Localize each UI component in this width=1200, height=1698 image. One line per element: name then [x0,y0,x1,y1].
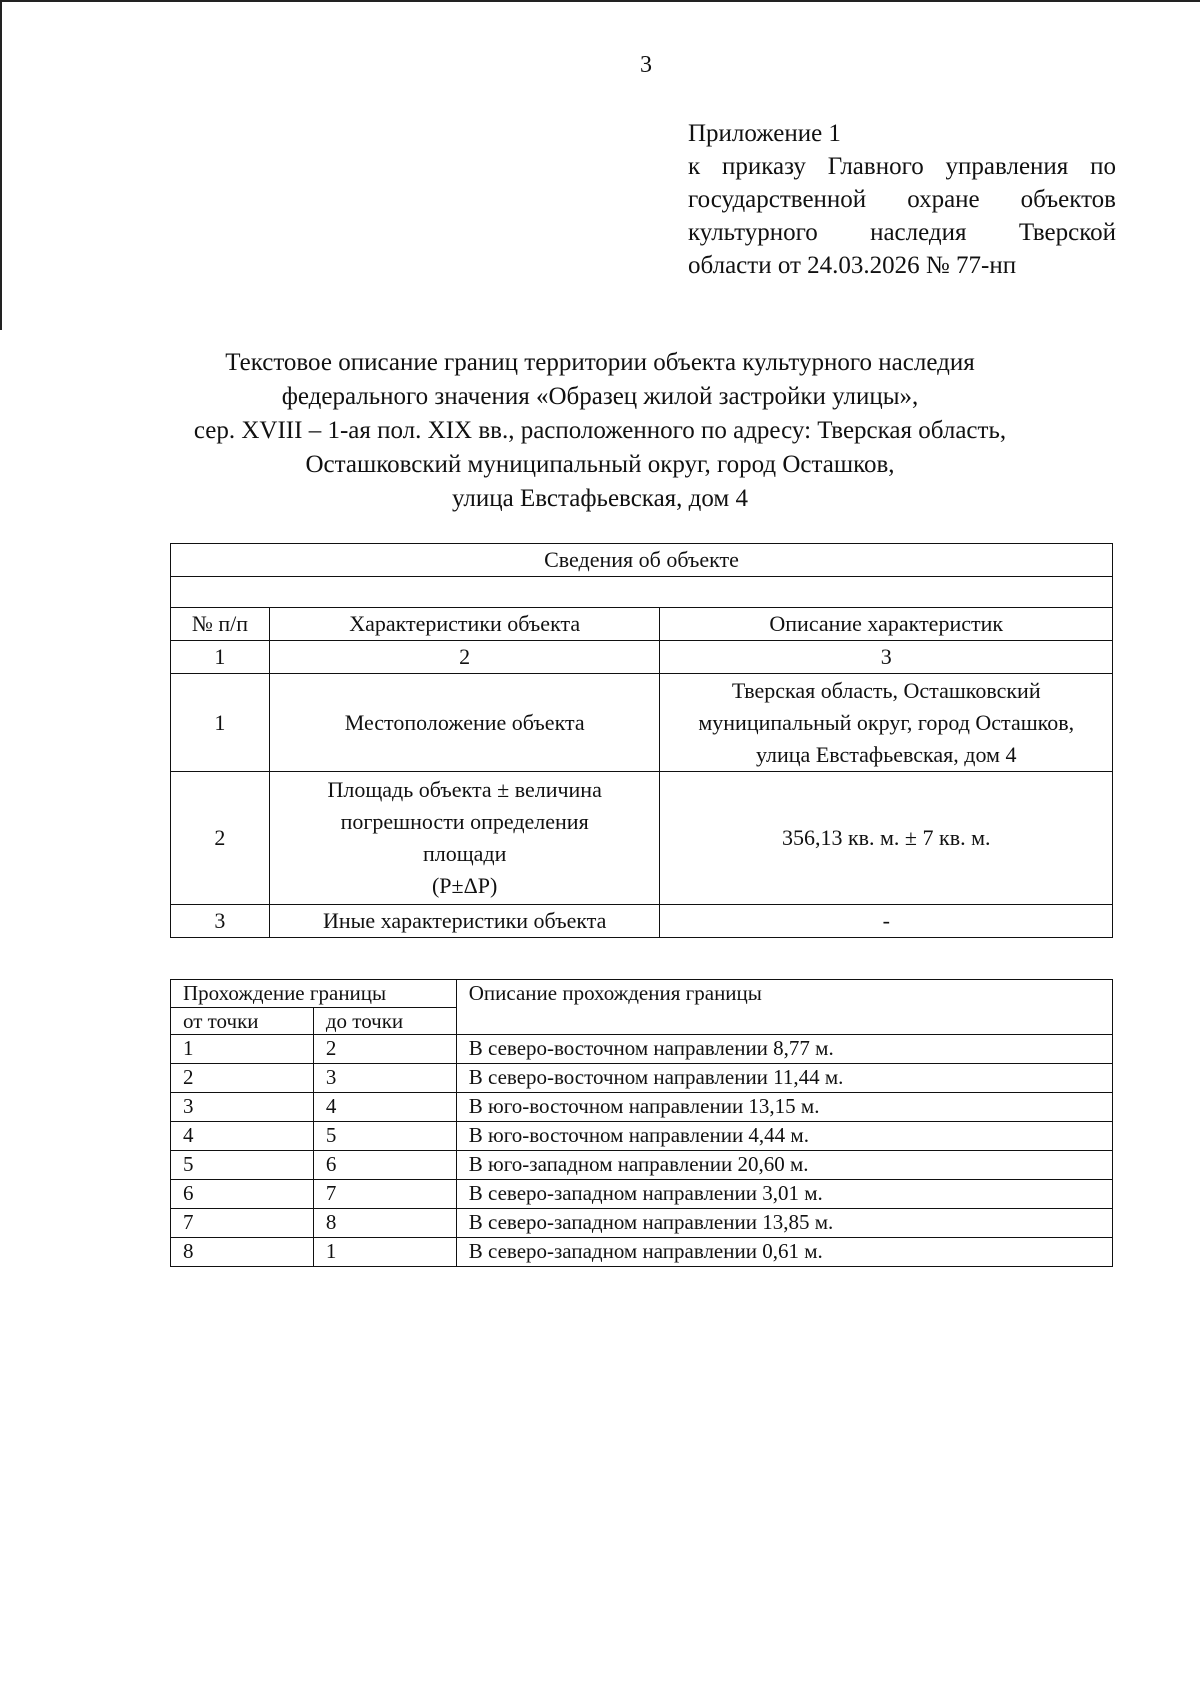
boundary-description: В юго-восточном направлении 13,15 м. [456,1093,1112,1122]
cell-line: улица Евстафьевская, дом 4 [756,741,1017,767]
boundary-header-passage: Прохождение границы [171,980,457,1008]
boundary-to: 8 [313,1209,456,1238]
boundary-description: В юго-западном направлении 20,60 м. [456,1151,1112,1180]
appendix-line: Приложение 1 [688,120,841,147]
table-row [171,1151,1113,1180]
info-row-num: 2 [171,772,270,905]
boundary-description: В северо-восточном направлении 8,77 м. [456,1035,1112,1064]
info-col-number: 2 [269,641,660,674]
info-row-characteristic [269,772,660,905]
boundary-from: 3 [171,1093,314,1122]
info-row-characteristic [269,905,660,938]
boundary-description: В северо-восточном направлении 11,44 м. [456,1064,1112,1093]
boundary-from: 4 [171,1122,314,1151]
boundary-to: 7 [313,1180,456,1209]
boundary-to: 5 [313,1122,456,1151]
boundary-description: В северо-западном направлении 0,61 м. [456,1238,1112,1267]
boundary-from: 5 [171,1151,314,1180]
boundary-from: 2 [171,1064,314,1093]
info-header-characteristic: Характеристики объекта [269,608,660,641]
scan-edge-left [0,0,2,330]
table-row [171,1035,1113,1064]
table-row [171,1064,1113,1093]
info-row-description [660,674,1113,772]
table-row [171,1122,1113,1151]
boundary-table [170,979,1113,1267]
boundary-header-description: Описание прохождения границы [456,980,1112,1035]
table-row [171,1180,1113,1209]
info-header-description: Описание характеристик [660,608,1113,641]
info-table-caption: Сведения об объекте [171,544,1113,577]
title-line: сер. XVIII – 1-ая пол. XIX вв., расположенного по адресу: Тверская область, [193,417,1007,444]
info-row-num: 1 [171,674,270,772]
info-table-spacer-row [171,577,1113,608]
page-number: 3 [640,52,652,78]
boundary-header-to: до точки [313,1008,456,1035]
cell-line: муниципальный округ, город Осташков, [698,709,1075,735]
object-info-table [170,543,1113,938]
table-row [171,1238,1113,1267]
title-line: Текстовое описание границ территории объекта культурного наследия [225,349,975,376]
cell-line: Иные характеристики объекта [322,908,607,933]
info-row-description [660,905,1113,938]
boundary-from: 7 [171,1209,314,1238]
document-title [150,346,1050,516]
boundary-to: 1 [313,1238,456,1267]
cell-line: площади [422,841,507,866]
appendix-line: к приказу Главного управления по [688,153,1116,180]
title-line: улица Евстафьевская, дом 4 [452,485,748,512]
boundary-description: В северо-западном направлении 3,01 м. [456,1180,1112,1209]
cell-line: погрешности определения [340,809,589,834]
appendix-line: области от 24.03.2026 № 77-нп [688,252,1017,279]
table-row [171,1209,1113,1238]
info-col-number: 1 [171,641,270,674]
cell-line: (P±ΔP) [431,873,498,898]
cell-line: Площадь объекта ± величина [327,777,602,802]
info-header-num: № п/п [171,608,270,641]
boundary-to: 6 [313,1151,456,1180]
appendix-line: государственной охране объектов [688,186,1116,213]
title-line: федерального значения «Образец жилой застройки улицы», [281,383,919,410]
cell-line: Местоположение объекта [344,709,585,735]
boundary-to: 3 [313,1064,456,1093]
table-row [171,1093,1113,1122]
cell-line: - [882,908,890,933]
boundary-description: В северо-западном направлении 13,85 м. [456,1209,1112,1238]
boundary-from: 6 [171,1180,314,1209]
boundary-description: В юго-восточном направлении 4,44 м. [456,1122,1112,1151]
boundary-to: 2 [313,1035,456,1064]
info-row-description [660,772,1113,905]
title-line: Осташковский муниципальный округ, город Осташков, [305,451,895,478]
info-col-number: 3 [660,641,1113,674]
boundary-to: 4 [313,1093,456,1122]
scan-edge-top [0,0,1200,2]
appendix-block [688,117,1116,282]
appendix-line: культурного наследия Тверской [688,219,1116,246]
boundary-from: 8 [171,1238,314,1267]
info-row-characteristic [269,674,660,772]
boundary-from: 1 [171,1035,314,1064]
cell-line: Тверская область, Осташковский [731,677,1041,703]
boundary-header-from: от точки [171,1008,314,1035]
info-row-num: 3 [171,905,270,938]
cell-line: 356,13 кв. м. ± 7 кв. м. [781,825,991,850]
